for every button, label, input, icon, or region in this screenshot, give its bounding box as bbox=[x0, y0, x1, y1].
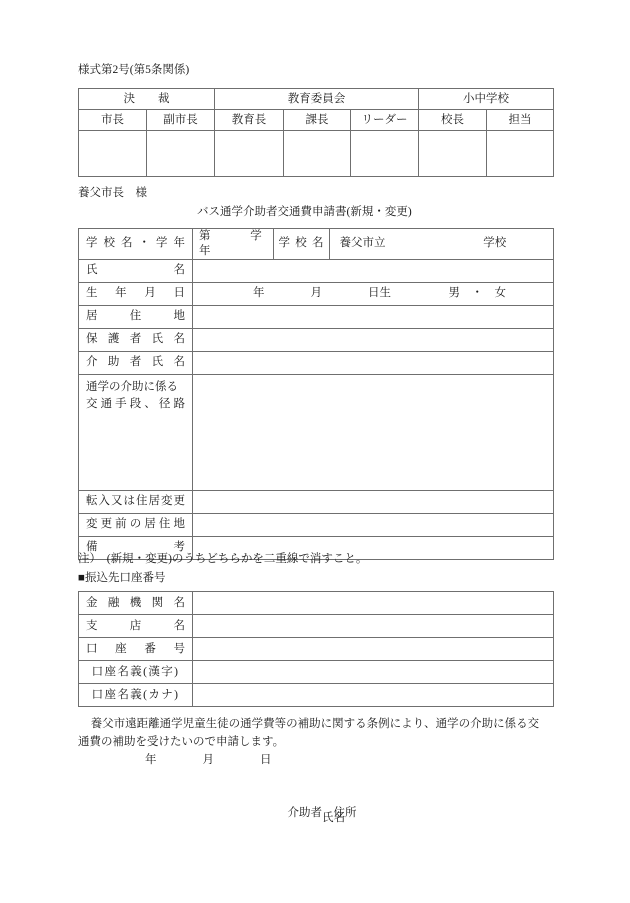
label-assistant-name: 介助者氏名 bbox=[79, 351, 193, 374]
approval-signature-row bbox=[79, 131, 554, 177]
approval-group-header-row bbox=[79, 89, 554, 110]
applicant-label: 介助者 bbox=[287, 806, 322, 819]
label-transport-route bbox=[79, 374, 193, 490]
closing-paragraph-line1: 養父市遠距離通学児童生徒の通学費等の補助に関する条例により、通学の介助に係る交 bbox=[90, 718, 540, 730]
label-bank-branch: 支店名 bbox=[79, 615, 193, 638]
row-previous-residence bbox=[79, 513, 554, 536]
bank-section-heading: ■振込先口座番号 bbox=[78, 572, 166, 584]
applicant-address-label: 住所 bbox=[333, 806, 357, 819]
label-previous-residence: 変更前の居住地 bbox=[79, 513, 193, 536]
field-name[interactable] bbox=[193, 259, 554, 282]
field-move-in-or-address-change[interactable] bbox=[193, 490, 554, 513]
note-text: 注） (新規・変更)のうちどちらかを二重線で消すこと。 bbox=[78, 553, 368, 565]
row-school-and-grade bbox=[79, 229, 554, 260]
approval-signature-superintendent[interactable] bbox=[215, 131, 284, 177]
approval-role-principal: 校長 bbox=[419, 110, 487, 131]
approval-signature-leader[interactable] bbox=[351, 131, 419, 177]
label-name: 氏名 bbox=[79, 259, 193, 282]
approval-table bbox=[78, 88, 554, 177]
approval-group-board-of-education: 教育委員会 bbox=[215, 89, 419, 110]
approval-role-section-chief: 課長 bbox=[284, 110, 351, 131]
field-residence[interactable] bbox=[193, 305, 554, 328]
row-bank-holder-kanji bbox=[79, 661, 554, 684]
field-previous-residence[interactable] bbox=[193, 513, 554, 536]
approval-signature-principal[interactable] bbox=[419, 131, 487, 177]
label-bank-institution: 金融機関名 bbox=[79, 592, 193, 615]
form-number: 様式第2号(第5条関係) bbox=[78, 64, 190, 76]
field-transport-route[interactable] bbox=[193, 374, 554, 490]
label-bank-holder-kana: 口座名義(カナ) bbox=[79, 684, 193, 707]
approval-role-staff: 担当 bbox=[487, 110, 554, 131]
school-value-prefix: 養父市立 bbox=[339, 237, 386, 250]
label-school-and-grade: 学校名・学年 bbox=[79, 229, 193, 260]
approval-signature-section-chief[interactable] bbox=[284, 131, 351, 177]
row-bank-holder-kana bbox=[79, 684, 554, 707]
field-bank-account-number[interactable] bbox=[193, 638, 554, 661]
row-bank-account-number bbox=[79, 638, 554, 661]
label-bank-holder-kanji: 口座名義(漢字) bbox=[79, 661, 193, 684]
row-transport-route bbox=[79, 374, 554, 490]
grade-prefix: 第 bbox=[199, 230, 211, 242]
row-guardian-name bbox=[79, 328, 554, 351]
label-remarks: 備考 bbox=[79, 536, 193, 559]
closing-paragraph bbox=[78, 716, 556, 752]
field-bank-institution[interactable] bbox=[193, 592, 554, 615]
approval-signature-mayor[interactable] bbox=[79, 131, 147, 177]
label-residence: 居住地 bbox=[79, 305, 193, 328]
row-assistant-name bbox=[79, 351, 554, 374]
approval-signature-staff[interactable] bbox=[487, 131, 554, 177]
row-move-in-or-address-change bbox=[79, 490, 554, 513]
approval-role-deputy-mayor: 副市長 bbox=[147, 110, 215, 131]
approval-role-header-row bbox=[79, 110, 554, 131]
field-bank-branch[interactable] bbox=[193, 615, 554, 638]
field-bank-holder-kanji[interactable] bbox=[193, 661, 554, 684]
label-move-in-or-address-change: 転入又は住居変更 bbox=[79, 490, 193, 513]
field-bank-holder-kana[interactable] bbox=[193, 684, 554, 707]
label-birthdate: 生年月日 bbox=[79, 282, 193, 305]
school-value-suffix: 学校 bbox=[483, 237, 507, 250]
label-bank-account-number: 口座番号 bbox=[79, 638, 193, 661]
label-transport-route-line2: 交通手段、径路 bbox=[86, 397, 185, 410]
bank-account-table bbox=[78, 591, 554, 707]
row-bank-institution bbox=[79, 592, 554, 615]
field-assistant-name[interactable] bbox=[193, 351, 554, 374]
approval-role-leader: リーダー bbox=[351, 110, 419, 131]
applicant-name-label: 氏名 bbox=[322, 812, 345, 824]
approval-group-kessai: 決 裁 bbox=[79, 89, 215, 110]
row-residence bbox=[79, 305, 554, 328]
addressee-line: 養父市長 様 bbox=[78, 187, 147, 199]
approval-role-mayor: 市長 bbox=[79, 110, 147, 131]
approval-group-school: 小中学校 bbox=[419, 89, 554, 110]
row-bank-branch bbox=[79, 615, 554, 638]
form-title: バス通学介助者交通費申請書(新規・変更) bbox=[197, 206, 412, 218]
approval-signature-deputy-mayor[interactable] bbox=[147, 131, 215, 177]
label-guardian-name: 保護者氏名 bbox=[79, 328, 193, 351]
row-name bbox=[79, 259, 554, 282]
application-date-line[interactable]: 年 月 日 bbox=[145, 754, 272, 766]
closing-paragraph-line2: 通費の補助を受けたいので申請します。 bbox=[78, 735, 285, 748]
field-birthdate[interactable]: 年 月 日生 男 ・ 女 bbox=[193, 282, 554, 305]
label-transport-route-line1: 通学の介助に係る bbox=[86, 380, 178, 393]
grade-suffix: 学年 bbox=[199, 230, 262, 257]
label-school-name: 学校名 bbox=[273, 229, 329, 259]
field-guardian-name[interactable] bbox=[193, 328, 554, 351]
approval-role-superintendent: 教育長 bbox=[215, 110, 284, 131]
application-table bbox=[78, 228, 554, 560]
row-birthdate bbox=[79, 282, 554, 305]
